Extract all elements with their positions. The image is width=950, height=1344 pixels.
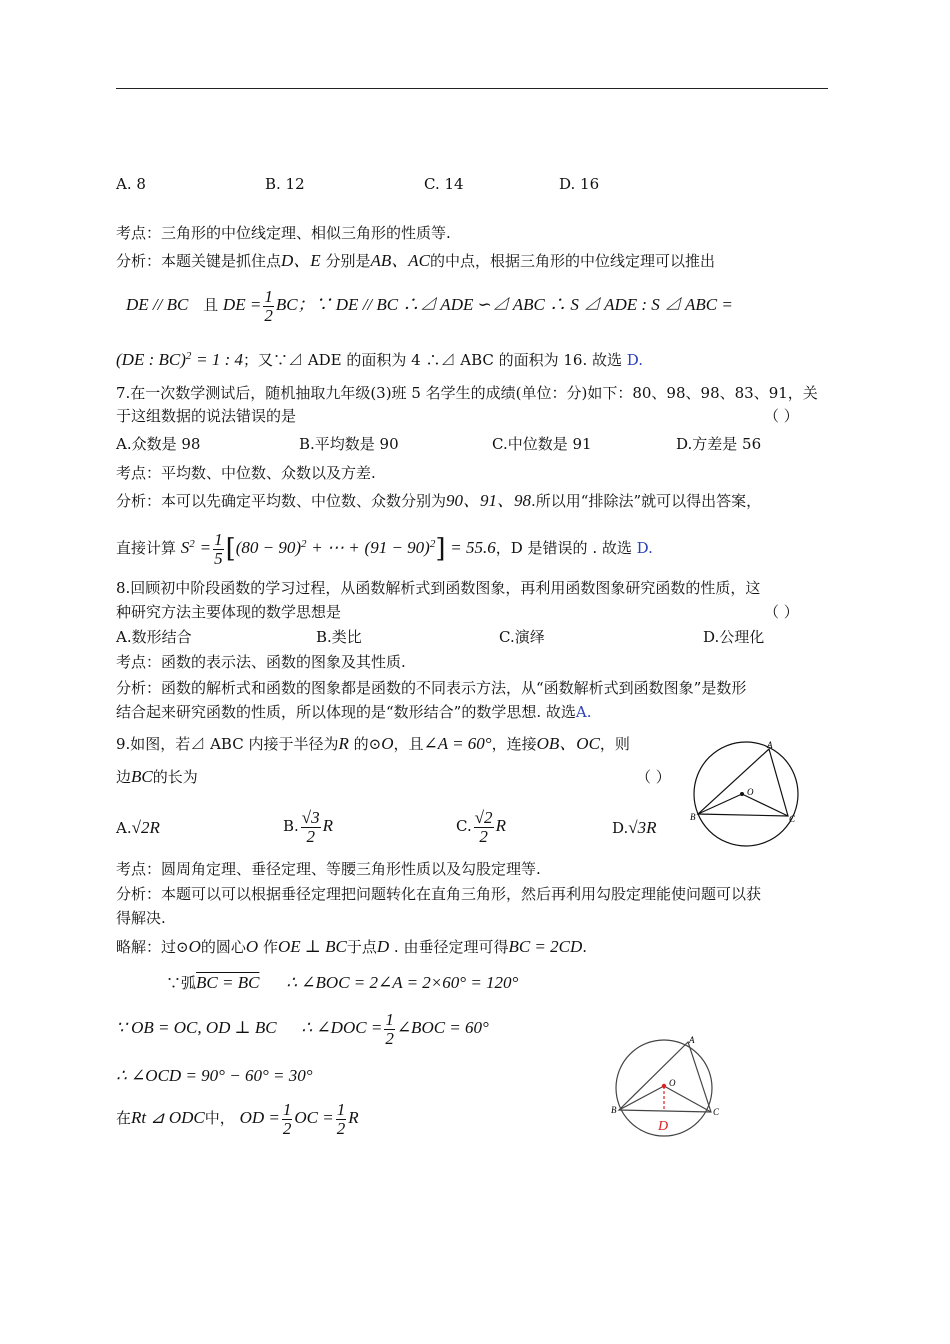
q6-fenxi: 分析：本题关键是抓住点D、E 分别是AB、AC的中点，根据三角形的中位线定理可以推出: [116, 251, 715, 270]
q9-step-2: ∵ OB = OC, OD ⊥ BC ∴ ∠DOC = $\frac{1}{2}$ ∠BOC = 60°: [116, 1009, 489, 1048]
q9-option-b[interactable]: B. $\frac{√3}{2}$ R: [283, 807, 334, 846]
q7-kaodian: 考点：平均数、中位数、众数以及方差.: [116, 464, 376, 482]
q7-calc: 直接计算 $S^2$ = $\frac{1}{5}$ [$(80 - 90)^2$ + ⋯ + $(91 - 90)^2] = 55.6$，D 是错误的 . 故选 D.: [116, 529, 653, 568]
q9-option-d[interactable]: D.√3R: [612, 818, 657, 837]
q8-stem-line2: 种研究方法主要体现的数学思想是: [116, 603, 342, 621]
q6-option-c[interactable]: C. 14: [424, 175, 464, 193]
q9-step-3: ∴ ∠OCD = 90° − 60° = 30°: [116, 1066, 313, 1085]
q8-option-c[interactable]: C.演绎: [499, 628, 545, 646]
q6-fraction: $\frac{1}{2}$: [264, 286, 273, 325]
q8-option-d[interactable]: D.公理化: [703, 628, 765, 646]
q6-option-b[interactable]: B. 12: [265, 175, 305, 193]
q9-fenxi-line1: 分析：本题可以可以根据垂径定理把问题转化在直角三角形，然后再利用勾股定理能使问题可以获: [116, 885, 762, 903]
q8-fenxi-line1: 分析：函数的解析式和函数的图象都是函数的不同表示方法，从“函数解析式到函数图象”是数形: [116, 679, 747, 697]
q7-answer-paren: （ ）: [764, 407, 799, 425]
q7-option-a[interactable]: A.众数是 98: [116, 435, 201, 453]
fig1-label-a: A: [767, 740, 773, 750]
q9-figure-circle-triangle: [692, 740, 804, 852]
fig1-label-o: O: [747, 787, 754, 797]
q6-option-d[interactable]: D. 16: [559, 175, 600, 193]
q9-kaodian: 考点：圆周角定理、垂径定理、等腰三角形性质以及勾股定理等.: [116, 860, 541, 878]
q8-option-a[interactable]: A.数形结合: [116, 628, 192, 646]
q9-fenxi-line2: 得解决.: [116, 909, 166, 927]
fig2-label-d: D: [658, 1119, 669, 1134]
q6-answer: D.: [626, 351, 644, 369]
q8-stem-line1: 8.回顾初中阶段函数的学习过程，从函数解析式到函数图象，再利用函数图象研究函数的性质，这: [116, 579, 761, 597]
q9-step-4: 在Rt ⊿ ODC中， OD = $\frac{1}{2}$ OC = $\frac{1}{2}$ R: [116, 1099, 359, 1138]
q7-answer: D.: [636, 539, 653, 557]
fig2-label-c: C: [713, 1107, 720, 1117]
q9-stem-line1: 9.如图，若⊿ ABC 内接于半径为R 的⊙O，且∠A = 60°，连接OB、OC，则: [116, 734, 630, 753]
q7-stem-line1: 7.在一次数学测试后，随机抽取九年级(3)班 5 名学生的成绩(单位：分)如下：80、98、98、83、91，关: [116, 384, 818, 402]
q6-formula-2: (DE : BC)$^2$ = 1 : 4；又∵⊿ ADE 的面积为 4 ∴⊿ ABC 的面积为 16. 故选 D.: [116, 350, 644, 369]
q9-lue: 略解：过⊙O的圆心O 作OE ⊥ BC于点D . 由垂径定理可得BC = 2CD.: [116, 937, 588, 956]
q9-option-a[interactable]: A.√2R: [116, 818, 160, 837]
fig2-label-a: A: [689, 1035, 695, 1045]
q8-answer-paren: （ ）: [764, 603, 799, 621]
q7-option-d[interactable]: D.方差是 56: [676, 435, 762, 453]
q6-option-a[interactable]: A. 8: [116, 175, 146, 193]
q8-option-b[interactable]: B.类比: [316, 628, 362, 646]
q7-option-c[interactable]: C.中位数是 91: [492, 435, 592, 453]
q9-answer-paren: （ ）: [636, 768, 671, 786]
q8-answer: A.: [575, 703, 592, 721]
q8-kaodian: 考点：函数的表示法、函数的图象及其性质.: [116, 653, 406, 671]
fig1-label-b: B: [690, 812, 696, 822]
q9-stem-line2: 边BC的长为: [116, 767, 198, 786]
q7-fenxi: 分析：本可以先确定平均数、中位数、众数分别为90、91、98.所以用“排除法”就可以得出答案，: [116, 491, 762, 510]
q7-stem-line2: 于这组数据的说法错误的是: [116, 407, 297, 425]
q6-kaodian: 考点：三角形的中位线定理、相似三角形的性质等.: [116, 224, 451, 242]
header-rule: [116, 88, 828, 89]
q9-step-1: ∵弧BC = BC ∴ ∠BOC = 2∠A = 2×60° = 120°: [166, 973, 519, 992]
q8-fenxi-line2: 结合起来研究函数的性质，所以体现的是“数形结合”的数学思想. 故选A.: [116, 703, 592, 721]
q9-figure-solution: [611, 1035, 724, 1138]
fig1-label-c: C: [789, 814, 796, 824]
fig2-label-o: O: [669, 1078, 676, 1088]
q6-formula-1: DE // BC 且 DE = $\frac{1}{2}$ BC；∵ DE // BC ∴⊿ ADE ∽⊿ ABC ∴ S ⊿ ADE : S ⊿ ABC =: [126, 286, 733, 325]
fig2-label-b: B: [611, 1105, 617, 1115]
q9-option-c[interactable]: C. $\frac{√2}{2}$ R: [456, 807, 506, 846]
q7-option-b[interactable]: B.平均数是 90: [299, 435, 399, 453]
q7-fraction: $\frac{1}{5}$: [214, 529, 223, 568]
